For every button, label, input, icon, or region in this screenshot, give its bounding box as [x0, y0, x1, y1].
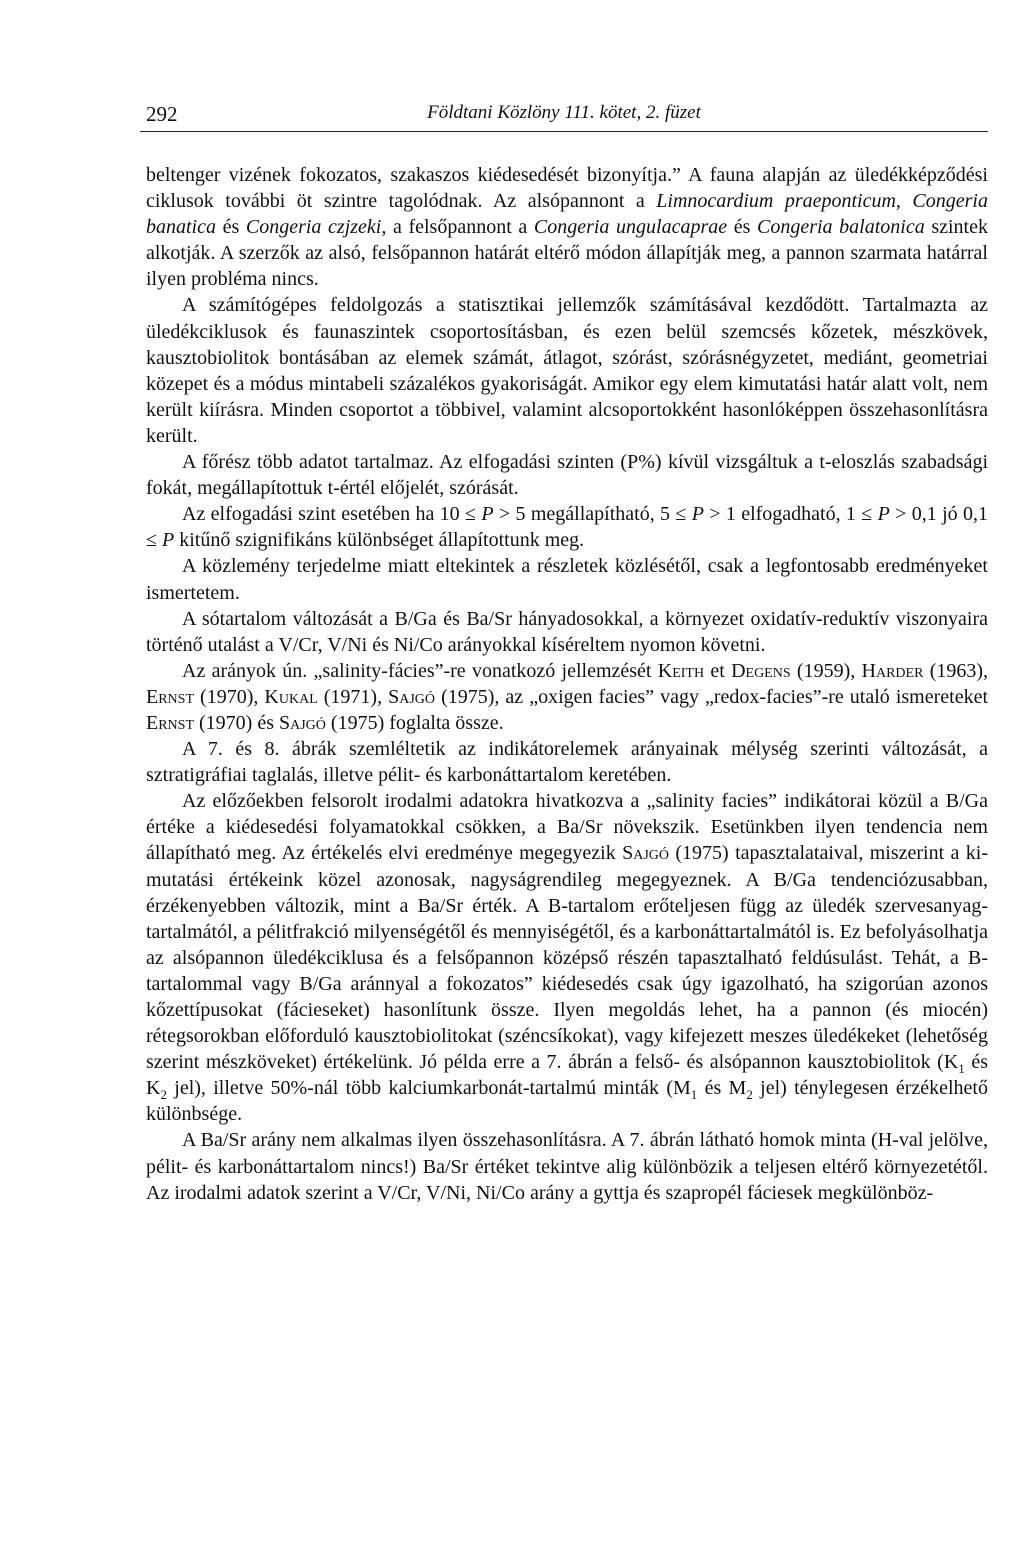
page-number: 292	[146, 102, 178, 126]
paragraph: Az arányok ún. „salinity-fácies”-re vonatkozó jellemzését Keith et Degens (1959), Harder (1963), Ernst (1970), Kukal (1971), Sajgó (1975), az „oxigen facies” vagy „redox-facies”-re utaló ismereteket Ernst (1970) és Sajgó (1975) foglalta össze.	[146, 659, 989, 734]
paragraph: A sótartalom változását a B/Ga és Ba/Sr hányadosokkal, a környezet oxidatív-reduktív viszonyaira történő utalást a V/Cr, V/Ni és Ni/Co arányokkal kíséreltem nyomon követni.	[146, 607, 988, 656]
paragraph: Az elfogadási szint esetében ha 10 ≤ P > 5 megállapítható, 5 ≤ P > 1 elfogadható, 1 ≤ P > 0,1 jó 0,1 ≤ P kitűnő szignifikáns különbséget állapítottunk meg.	[146, 503, 988, 552]
paragraph: A Ba/Sr arány nem alkalmas ilyen összehasonlításra. A 7. ábrán látható homok minta (H-val jelölve, pélit- és karbonáttartalom nincs!) Ba/Sr értéket tekintve alig különbözik a teljesen eltérő környezetétől. Az irodalmi adatok szerint a V/Cr, V/Ni, Ni/Co arány a gyttja és szapropél fáciesek megkülönböz-	[146, 1129, 988, 1204]
body-text	[146, 162, 988, 1206]
paragraph: beltenger vizének fokozatos, szakaszos kiédesedését bizonyítja.” A fauna alapján az üledékképződési ciklusok további öt szintre tagolódnak. Az alsópannont a Limnocardium praeponticum, Congeria banatica és Congeria czjzeki, a felsőpannont a Congeria ungulacaprae és Congeria balatonica szintek alkotják. A szerzők az alsó, felsőpannon határát eltérő módon állapítják meg, a pannon szarmata határral ilyen probléma nincs.	[146, 164, 988, 291]
header-rule	[140, 131, 988, 132]
running-header	[140, 100, 988, 130]
paragraph: Az előzőekben felsorolt irodalmi adatokra hivatkozva a „salinity facies” indikátorai közül a B/Ga értéke a kiédesedési folyamatokkal csökken, a Ba/Sr növekszik. Esetünkben ilyen tendencia nem állapítható meg. Az értékelés elvi eredménye megegyezik Sajgó (1975) tapasztalataival, miszerint a kimutatási értékeink közel azonosak, nagyságrendileg megegyeznek. A B/Ga tendenciózusabban, érzékenyebben változik, mint a Ba/Sr érték. A B-tartalom erőteljesen függ az üledék szervesanyag-tartalmától, a pélitfrakció milyenségétől és mennyiségétől, és a karbonáttartalmától is. Ez befolyásolhatja az alsópannon üledékciklusa és a felsőpannon középső részén tapasztalható feldúsulást. Tehát, a B-tartalommal vagy B/Ga aránnyal a fokozatos” kiédesedés csak úgy igazolható, ha szigorúan azonos kőzettípusokat (fácieseket) hasonlítunk össze. Ilyen megoldás lehet, ha a pannon (és miocén) rétegsorokban előforduló kausztobiolitokat (széncsíkokat), vagy kifejezett meszes üledékeket (lehetőség szerint mészköveket) értékelünk. Jó példa erre a 7. ábrán a felső- és alsópannon kausztobiolitok ($K_1$ és $K_2$ jel), illetve 50%-nál több kalciumkarbonát-tartalmú minták ($M_1$ és $M_2$ jel) ténylegesen érzékelhető különbsége.	[146, 790, 988, 1126]
paragraph: A számítógépes feldolgozás a statisztikai jellemzők számításával kezdődött. Tartalmazta az üledékciklusok és faunaszintek csoportosításban, és ezen belül szemcsés kőzetek, mészkövek, kausztobiolitok bontásában az elemek számát, átlagot, szórást, szórásnégyzetet, mediánt, geometriai közepet és a módus mintabeli százalékos gyakoriságát. Amikor egy elem kimutatási határ alatt volt, nem került kiírásra. Minden csoportot a többivel, valamint alcsoportokként hasonlóképpen összehasonlításra került.	[146, 294, 988, 447]
paragraph: A 7. és 8. ábrák szemléltetik az indikátorelemek arányainak mélység szerinti változását, a sztratigráfiai taglalás, illetve pélit- és karbonáttartalom keretében.	[146, 738, 988, 787]
journal-title: Földtani Közlöny 111. kötet, 2. füzet	[427, 102, 701, 123]
paragraph: A főrész több adatot tartalmaz. Az elfogadási szinten (P%) kívül vizsgáltuk a t-eloszlás szabadsági fokát, megállapítottuk t-értél előjelét, szórását.	[146, 451, 988, 500]
paragraph: A közlemény terjedelme miatt eltekintek a részletek közlésétől, csak a legfontosabb eredményeket ismertetem.	[146, 555, 988, 604]
